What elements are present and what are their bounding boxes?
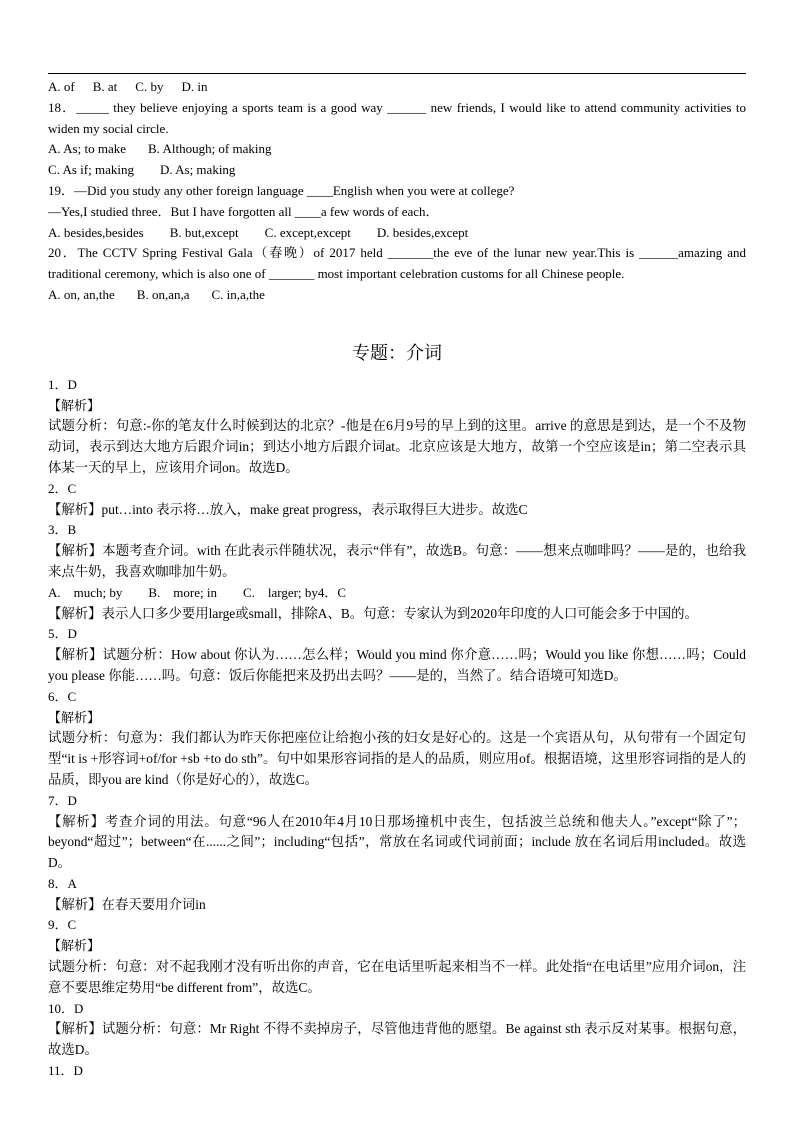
- q18-options-row-1: [48, 139, 746, 160]
- option: A. on, an,the: [48, 286, 115, 302]
- analysis-label: 【解析】: [48, 709, 101, 725]
- option: B. but,except: [169, 224, 239, 240]
- answer-number: 10．D: [48, 1000, 84, 1016]
- option: D. besides,except: [376, 224, 469, 240]
- section-title: 专题：介词: [352, 342, 442, 363]
- analysis-text: 【解析】试题分析：句意：Mr Right 不得不卖掉房子，尽管他违背他的愿望。Be against sth 表示反对某事。根据句意，故选D。: [48, 1021, 746, 1058]
- answer-number: 6．C: [48, 688, 77, 704]
- option: A. besides,besides: [48, 224, 144, 240]
- option: C. except,except: [264, 224, 351, 240]
- option: D. As; making: [159, 162, 236, 178]
- answer-number: 2．C: [48, 480, 77, 496]
- analysis-text: 【解析】本题考查介词。with 在此表示伴随状况，表示“伴有”，故选B。句意：——想来点咖啡吗？——是的，也给我来点牛奶，我喜欢咖啡加牛奶。: [48, 543, 746, 579]
- header-rule: [48, 73, 746, 74]
- option: C. in,a,the: [211, 286, 265, 302]
- analysis-text: 【解析】考查介词的用法。句意“96人在2010年4月10日那场撞机中丧生，包括波兰总统和他夫人。”except“除了”；beyond“超过”；between“在......之间”；including“包括”，常放在名词或代词前面；include 放在名词后用included。故选D。: [48, 813, 746, 871]
- q19-options: [48, 223, 746, 244]
- answer-number: 8．A: [48, 875, 77, 891]
- option: B. Although; of making: [148, 141, 272, 157]
- option: C. As if; making: [48, 162, 134, 178]
- analysis-text: 【解析】在春天要用介词in: [48, 896, 206, 912]
- option: D. in: [181, 79, 208, 94]
- q17-options: [48, 77, 746, 98]
- question-20: 20．The CCTV Spring Festival Gala（春晚）of 2017 held _______the eve of the lunar new year.This is ______amazing and traditional ceremony, which is also one of _______ most important celebration customs for all Chinese people.: [48, 245, 746, 282]
- analysis-text: A. much; by B. more; in C. larger; by4．C: [48, 584, 347, 600]
- analysis-text: 【解析】试题分析：How about 你认为……怎么样；Would you mind 你介意……吗；Would you like 你想……吗；Could you please 你能……吗。句意：饭后你能把来及扔出去吗？——是的，当然了。结合语境可知选D。: [48, 647, 746, 683]
- answer-number: 3．B: [48, 522, 77, 538]
- question-19-reply: —Yes,I studied three．But I have forgotten all ____a few words of each．: [48, 203, 439, 219]
- answer-number: 9．C: [48, 917, 77, 933]
- document-page: [48, 73, 746, 1082]
- answer-number: 7．D: [48, 792, 77, 808]
- option: A. of: [48, 79, 75, 94]
- answer-number: 5．D: [48, 626, 77, 642]
- option: B. on,an,a: [136, 286, 190, 302]
- q18-options-row-2: [48, 160, 746, 181]
- analysis-text: 试题分析：句意为：我们都认为昨天你把座位让给抱小孩的妇女是好心的。这是一个宾语从句，从句带有一个固定句型“it is +形容词+of/for +sb +to do sth”。句中如果形容词指的是人的品质，则应用of。根据语境，这里形容词指的是人的品质，即you are kind（你是好心的），故选C。: [48, 730, 746, 787]
- analysis-label: 【解析】: [48, 397, 101, 413]
- question-18: 18．_____ they believe enjoying a sports team is a good way ______ new friends, I would like to attend community activities to widen my social circle.: [48, 99, 746, 136]
- analysis-text: 【解析】表示人口多少要用large或small，排除A、B。句意：专家认为到2020年印度的人口可能会多于中国的。: [48, 605, 698, 621]
- analysis-text: 【解析】put…into 表示将…放入，make great progress，表示取得巨大进步。故选C: [48, 501, 528, 517]
- answer-number: 11．D: [48, 1063, 83, 1079]
- option: B. at: [92, 79, 118, 94]
- q20-options: [48, 285, 746, 306]
- answer-list: [48, 375, 746, 1082]
- option: A. As; to make: [48, 141, 126, 157]
- analysis-text: 试题分析：句意：对不起我刚才没有听出你的声音，它在电话里听起来相当不一样。此处指“在电话里”应用介词on，注意不要思维定势用“be different from”，故选C。: [48, 959, 746, 995]
- option: C. by: [135, 79, 164, 94]
- analysis-text: 试题分析：句意:-你的笔友什么时候到达的北京？-他是在6月9号的早上到的这里。arrive 的意思是到达，是一个不及物动词，表示到达大地方后跟介词in；到达小地方后跟介词at。北京应该是大地方，故第一个空应该是in；第二空表示具体某一天的早上，应该用介词on。故选D。: [48, 418, 746, 475]
- question-19: 19．—Did you study any other foreign language ____English when you were at college?: [48, 182, 515, 198]
- answer-number: 1．D: [48, 376, 77, 392]
- analysis-label: 【解析】: [48, 938, 101, 954]
